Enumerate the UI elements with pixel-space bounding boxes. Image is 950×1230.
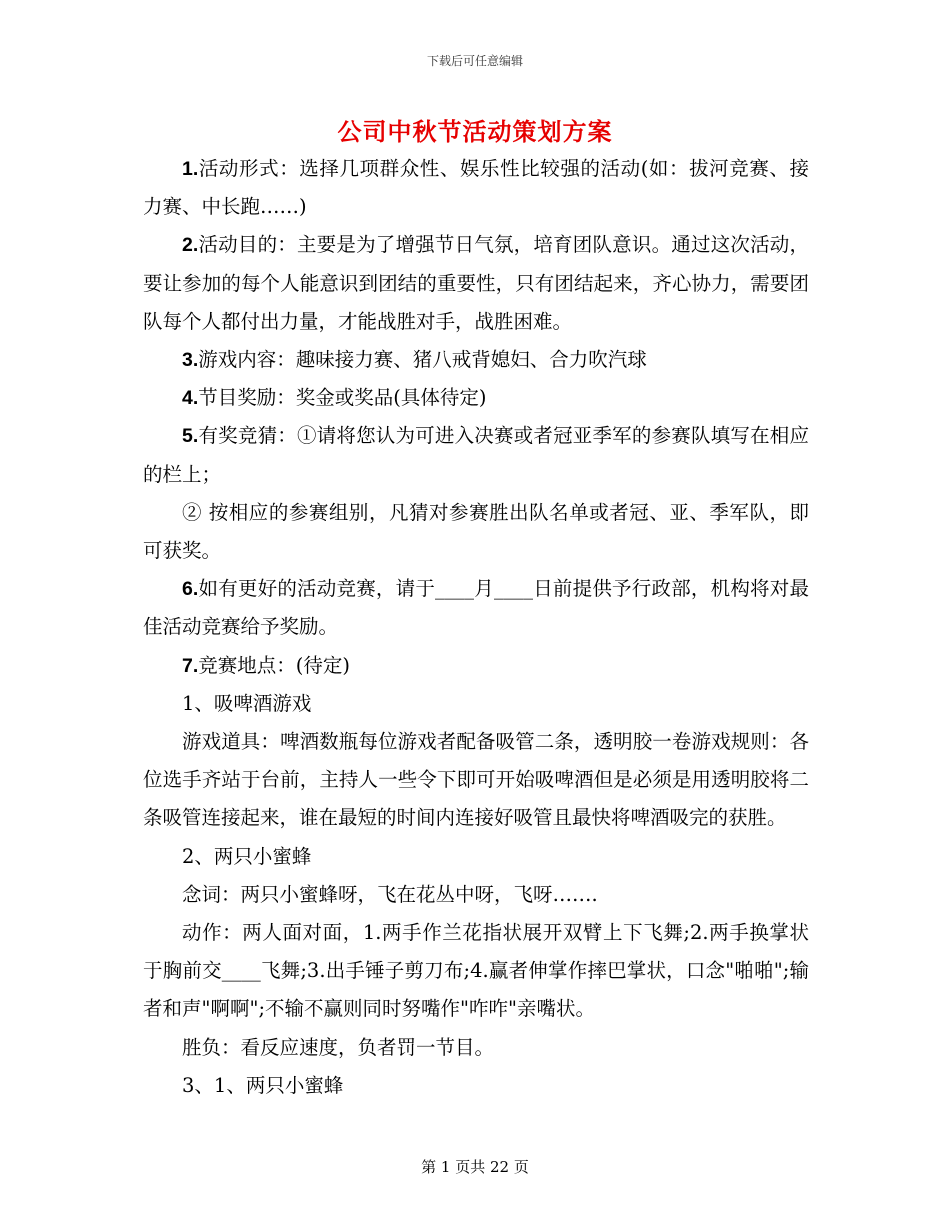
game-3-heading xyxy=(143,1067,809,1105)
paragraph-number: 4. xyxy=(182,387,199,410)
paragraph-1 xyxy=(143,150,809,226)
paragraph-5b xyxy=(143,494,809,570)
paragraph-number: 1. xyxy=(182,158,199,180)
paragraph-number: 3. xyxy=(182,349,199,372)
paragraph-text: 如有更好的活动竞赛，请于____月____日前提供予行政部，机构将对最佳活动竞赛给予奖励。 xyxy=(143,577,809,639)
paragraph-text: 3、1、两只小蜜蜂 xyxy=(182,1073,344,1097)
document-title: 公司中秋节活动策划方案 xyxy=(337,117,613,146)
page-header: 下载后可任意编辑 xyxy=(426,54,523,68)
game-1-description xyxy=(143,723,809,838)
game-2-chant xyxy=(143,876,809,914)
paragraph-7 xyxy=(143,647,809,685)
paragraph-text: 活动形式：选择几项群众性、娱乐性比较强的活动(如：拔河竞赛、接力赛、中长跑……) xyxy=(143,157,809,219)
paragraph-3 xyxy=(143,341,809,379)
game-2-heading xyxy=(143,838,809,876)
paragraph-6 xyxy=(143,570,809,646)
paragraph-text: 念词：两只小蜜蜂呀，飞在花丛中呀，飞呀……. xyxy=(182,882,598,906)
paragraph-text: 1、吸啤酒游戏 xyxy=(182,691,312,715)
paragraph-number: 7. xyxy=(182,654,199,677)
paragraph-4 xyxy=(143,379,809,417)
paragraph-text: 活动目的：主要是为了增强节日气氛，培育团队意识。通过这次活动，要让参加的每个人能意识到团结的重要性，只有团结起来，齐心协力，需要团队每个人都付出力量，才能战胜对手，战胜困难。 xyxy=(143,233,809,333)
paragraph-text: 节目奖励：奖金或奖品(具体待定) xyxy=(198,386,487,410)
game-2-actions xyxy=(143,914,809,1029)
paragraph-text: 游戏道具：啤酒数瓶每位游戏者配备吸管二条，透明胶一卷游戏规则：各位选手齐站于台前，主持人一些令下即可开始吸啤酒但是必须是用透明胶将二条吸管连接起来，谁在最短的时间内连接好吸管且最快将啤酒吸完的获胜。 xyxy=(143,730,809,830)
paragraph-2 xyxy=(143,226,809,341)
paragraph-number: 5. xyxy=(182,425,199,448)
paragraph-5 xyxy=(143,417,809,493)
paragraph-text: 动作：两人面对面，1.两手作兰花指状展开双臂上下飞舞;2.两手换掌状于胸前交____飞舞;3.出手锤子剪刀布;4.赢者伸掌作摔巴掌状，口念"啪啪";输者和声"啊啊";不输不赢则同时努嘴作"咋咋"亲嘴状。 xyxy=(143,921,809,1021)
paragraph-text: ② 按相应的参赛组别，凡猜对参赛胜出队名单或者冠、亚、季军队，即可获奖。 xyxy=(143,500,809,563)
document-body xyxy=(143,150,809,1105)
paragraph-text: 游戏内容：趣味接力赛、猪八戒背媳妇、合力吹汽球 xyxy=(198,348,647,372)
paragraph-text: 竞赛地点：(待定) xyxy=(198,653,350,677)
paragraph-number: 6. xyxy=(182,578,199,601)
paragraph-text: 有奖竞猜：①请将您认为可进入决赛或者冠亚季军的参赛队填写在相应的栏上； xyxy=(143,424,809,486)
paragraph-text: 胜负：看反应速度，负者罚一节目。 xyxy=(182,1035,495,1059)
paragraph-number: 2. xyxy=(182,234,199,257)
game-1-heading xyxy=(143,685,809,723)
game-2-result xyxy=(143,1029,809,1067)
paragraph-text: 2、两只小蜜蜂 xyxy=(182,844,312,868)
page-footer: 第 1 页共 22 页 xyxy=(421,1158,529,1176)
